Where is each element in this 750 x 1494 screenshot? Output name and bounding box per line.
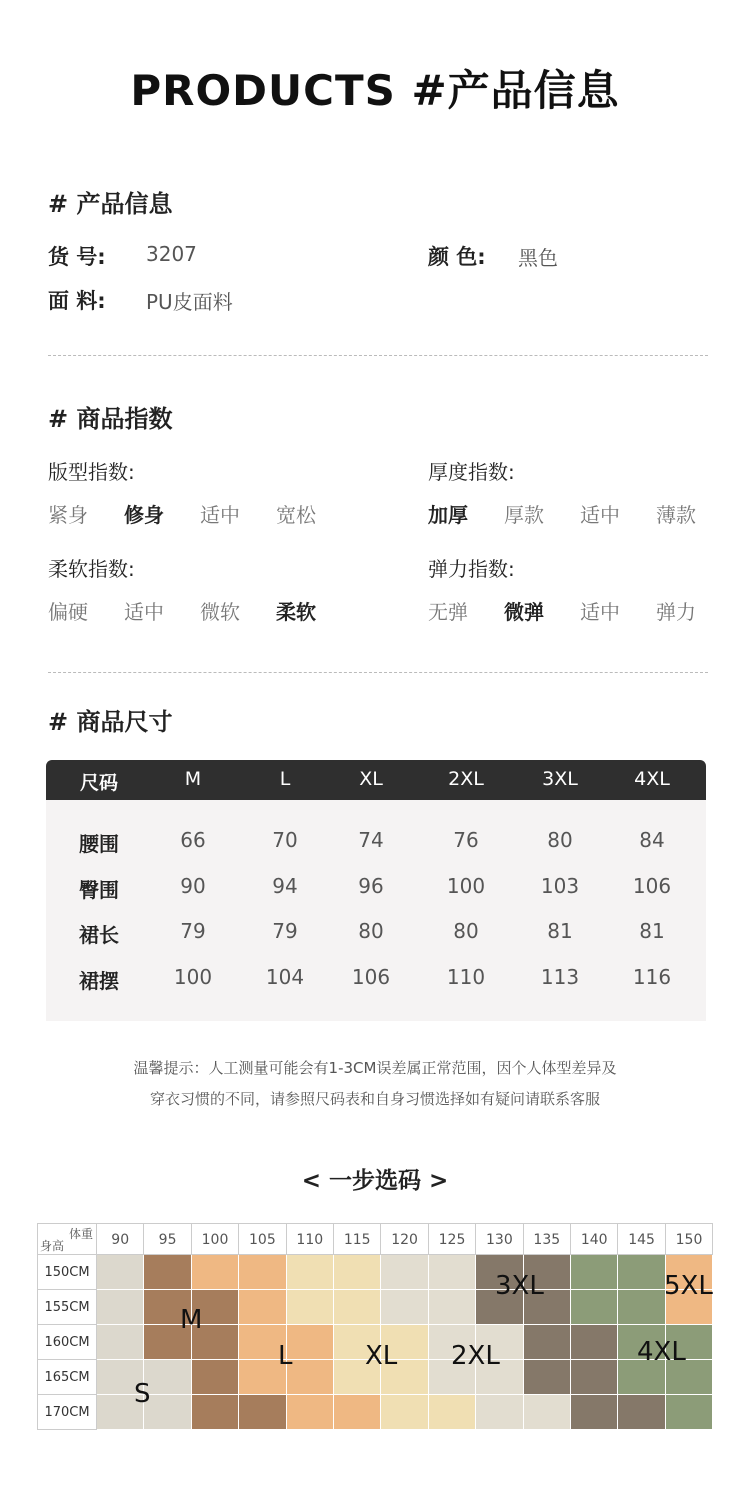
size-table-cell: 106 [351, 965, 391, 989]
divider [48, 672, 708, 673]
grid-weight-header: 115 [334, 1223, 381, 1255]
size-table-cell: 70 [272, 828, 298, 852]
grid-cell [571, 1255, 618, 1290]
grid-cell [524, 1395, 571, 1430]
size-table-cell: 110 [446, 965, 486, 989]
index-group-label: 弹力指数: [428, 557, 515, 581]
size-table-header-cell: 2XL [448, 768, 484, 790]
grid-cell [192, 1255, 239, 1290]
grid-cell [287, 1395, 334, 1430]
grid-cell [334, 1290, 381, 1325]
grid-cell [524, 1360, 571, 1395]
size-table-cell: 81 [639, 919, 665, 943]
tip-line-2: 穿衣习惯的不同，请参照尺码表和自身习惯选择如有疑问请联系客服 [149, 1090, 600, 1108]
grid-cell [429, 1255, 476, 1290]
size-table-header-cell: M [184, 768, 202, 790]
grid-weight-header: 125 [429, 1223, 476, 1255]
grid-cell [97, 1255, 144, 1290]
size-table-header-cell: L [279, 768, 291, 790]
size-table-cell: 76 [453, 828, 479, 852]
size-table-cell: 94 [272, 874, 298, 898]
grid-cell [571, 1325, 618, 1360]
grid-cell [476, 1395, 523, 1430]
size-table-cell: 80 [547, 828, 573, 852]
index-option: 柔软 [276, 600, 316, 624]
index-group-label: 柔软指数: [48, 557, 135, 581]
index-option: 弹力 [656, 600, 696, 624]
size-table-header-cell: 尺码 [79, 772, 118, 794]
grid-cell [287, 1290, 334, 1325]
size-table-header-cell: XL [359, 768, 383, 790]
color-label: 颜 色: [428, 245, 486, 269]
size-table-cell: 79 [272, 919, 298, 943]
color-value: 黑色 [518, 246, 558, 270]
grid-cell [571, 1395, 618, 1430]
size-table-cell: 80 [358, 919, 384, 943]
grid-weight-header: 90 [97, 1223, 144, 1255]
grid-height-header: 150CM [37, 1255, 97, 1290]
grid-cell [239, 1290, 286, 1325]
index-option: 宽松 [276, 503, 316, 527]
grid-weight-header: 150 [666, 1223, 713, 1255]
grid-weight-header: 105 [239, 1223, 286, 1255]
grid-cell [429, 1395, 476, 1430]
size-region-label: 2XL [451, 1341, 500, 1371]
product-index-title: # 商品指数 [48, 405, 173, 433]
product-info-title: # 产品信息 [48, 190, 173, 218]
grid-height-header: 160CM [37, 1325, 97, 1360]
index-option: 紧身 [48, 503, 88, 527]
size-region-label: L [278, 1341, 293, 1371]
size-region-label: 3XL [495, 1271, 544, 1301]
grid-cell [334, 1255, 381, 1290]
index-option: 微软 [200, 600, 240, 624]
size-table-cell: 100 [173, 965, 213, 989]
size-table-row-label: 臀围 [79, 878, 119, 902]
grid-cell [429, 1290, 476, 1325]
grid-cell [287, 1325, 334, 1360]
size-table-row-label: 腰围 [79, 832, 119, 856]
size-table-cell: 74 [358, 828, 384, 852]
index-option: 薄款 [656, 503, 696, 527]
grid-cell [618, 1255, 665, 1290]
index-option: 适中 [580, 503, 620, 527]
grid-weight-header: 120 [381, 1223, 428, 1255]
index-option: 适中 [200, 503, 240, 527]
grid-cell [192, 1360, 239, 1395]
grid-cell [666, 1395, 713, 1430]
product-size-title: # 商品尺寸 [48, 708, 173, 736]
grid-cell [192, 1395, 239, 1430]
size-guide-title: < 一步选码 > [301, 1168, 449, 1194]
grid-height-header: 165CM [37, 1360, 97, 1395]
size-table-cell: 100 [446, 874, 486, 898]
grid-cell [571, 1360, 618, 1395]
size-region-label: XL [365, 1341, 398, 1371]
grid-cell [287, 1255, 334, 1290]
size-table-cell: 90 [180, 874, 206, 898]
grid-cell [239, 1395, 286, 1430]
corner-height-label: 身高 [40, 1239, 65, 1253]
corner-weight-label: 体重 [68, 1227, 93, 1241]
size-table-header-cell: 3XL [542, 768, 578, 790]
grid-corner [37, 1223, 97, 1255]
item-no-value: 3207 [146, 242, 197, 266]
index-option: 适中 [580, 600, 620, 624]
item-no-label: 货 号: [48, 245, 106, 269]
grid-weight-header: 130 [476, 1223, 523, 1255]
size-table-header-cell: 4XL [634, 768, 670, 790]
grid-cell [381, 1255, 428, 1290]
size-table-cell: 113 [540, 965, 580, 989]
size-table-row-label: 裙摆 [79, 969, 119, 993]
tip-line-1: 温馨提示：人工测量可能会有1-3CM误差属正常范围，因个人体型差异及 [133, 1059, 617, 1077]
index-option: 修身 [124, 503, 164, 527]
grid-cell [571, 1290, 618, 1325]
size-table-cell: 81 [547, 919, 573, 943]
size-table-cell: 79 [180, 919, 206, 943]
grid-cell [239, 1255, 286, 1290]
grid-weight-header: 100 [192, 1223, 239, 1255]
size-region-label: S [134, 1379, 151, 1409]
index-option: 加厚 [428, 503, 468, 527]
grid-weight-header: 95 [144, 1223, 191, 1255]
grid-weight-header: 145 [618, 1223, 665, 1255]
index-option: 微弹 [504, 600, 544, 624]
index-option: 厚款 [504, 503, 544, 527]
index-group-label: 厚度指数: [428, 460, 515, 484]
size-table-cell: 84 [639, 828, 665, 852]
grid-weight-header: 135 [524, 1223, 571, 1255]
grid-cell [334, 1395, 381, 1430]
grid-weight-header: 140 [571, 1223, 618, 1255]
grid-cell [287, 1360, 334, 1395]
fabric-value: PU皮面料 [146, 290, 233, 314]
grid-cell [381, 1290, 428, 1325]
index-group-label: 版型指数: [48, 460, 135, 484]
index-option: 无弹 [428, 600, 468, 624]
size-table-cell: 116 [632, 965, 672, 989]
grid-cell [97, 1290, 144, 1325]
grid-cell [97, 1325, 144, 1360]
grid-height-header: 170CM [37, 1395, 97, 1430]
size-table-cell: 103 [540, 874, 580, 898]
size-table-cell: 104 [265, 965, 305, 989]
grid-cell [144, 1255, 191, 1290]
size-table-cell: 96 [358, 874, 384, 898]
size-region-label: 5XL [664, 1271, 713, 1301]
grid-cell [144, 1360, 191, 1395]
size-table-cell: 80 [453, 919, 479, 943]
grid-cell [144, 1395, 191, 1430]
size-table-cell: 66 [180, 828, 206, 852]
size-region-label: 4XL [637, 1337, 686, 1367]
page-title: PRODUCTS #产品信息 [130, 66, 620, 115]
grid-cell [618, 1395, 665, 1430]
size-table-row-label: 裙长 [79, 923, 119, 947]
grid-cell [381, 1395, 428, 1430]
size-region-label: M [180, 1305, 203, 1335]
size-table-cell: 106 [632, 874, 672, 898]
fabric-label: 面 料: [48, 289, 106, 313]
grid-cell [524, 1325, 571, 1360]
grid-height-header: 155CM [37, 1290, 97, 1325]
grid-cell [618, 1290, 665, 1325]
index-option: 适中 [124, 600, 164, 624]
divider [48, 355, 708, 356]
grid-weight-header: 110 [287, 1223, 334, 1255]
index-option: 偏硬 [48, 600, 88, 624]
